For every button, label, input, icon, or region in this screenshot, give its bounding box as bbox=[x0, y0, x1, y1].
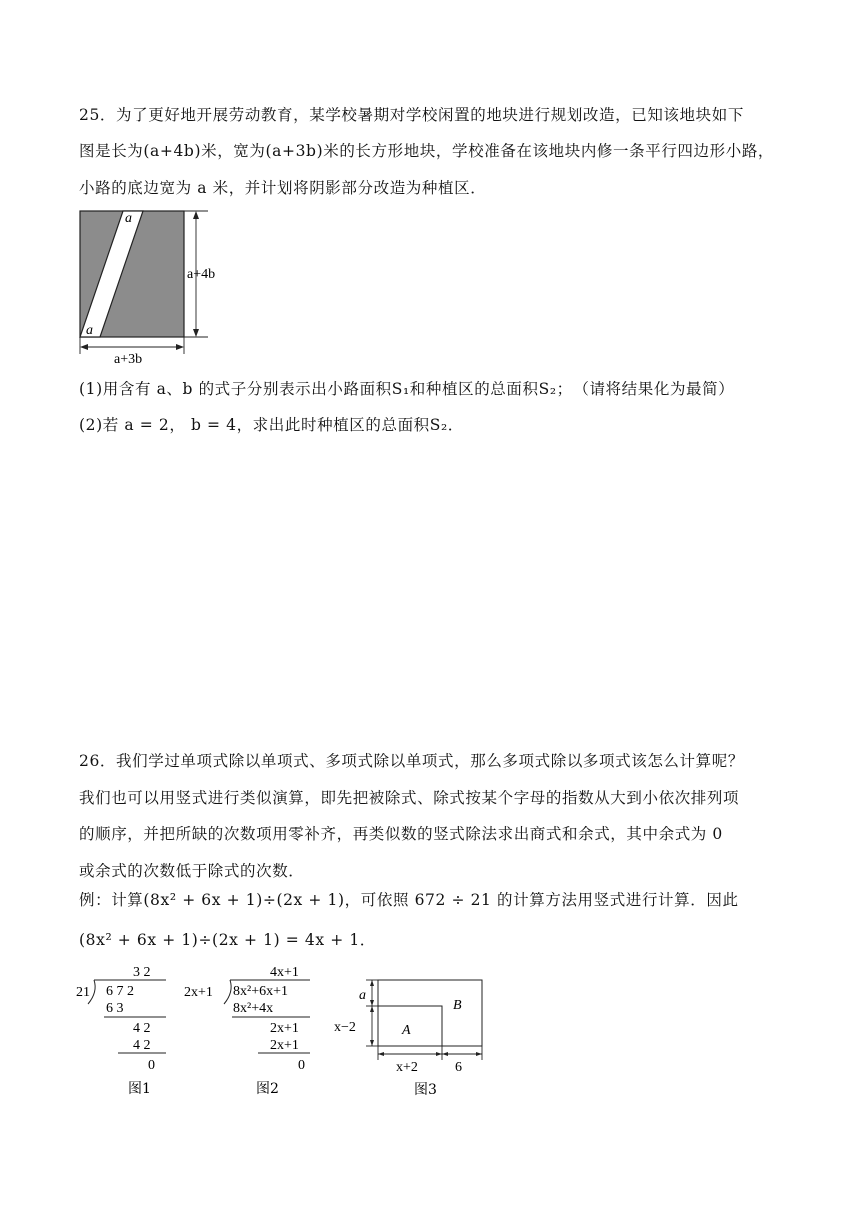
q26-line-2: 我们也可以用竖式进行类似演算，即先把被除式、除式按某个字母的指数从大到小依次排列项 bbox=[79, 789, 740, 807]
fig2-dividend: 8x²+6x+1 bbox=[233, 984, 288, 999]
q26-figure-2 bbox=[184, 960, 320, 1100]
fig3-x-minus-2-label: x−2 bbox=[334, 1020, 356, 1035]
bottom-a-label: a bbox=[86, 323, 93, 338]
q25-part-1: (1)用含有 a、b 的式子分别表示出小路面积S₁和种植区的总面积S₂； （请将结果化为最简） bbox=[79, 380, 735, 398]
fig1-caption: 图1 bbox=[128, 1081, 151, 1097]
fig2-quotient: 4x+1 bbox=[270, 965, 299, 980]
q26-figure-3 bbox=[332, 970, 492, 1100]
fig3-caption: 图3 bbox=[414, 1082, 437, 1098]
q26-example: 例：计算(8x² + 6x + 1)÷(2x + 1)，可依照 672 ÷ 21 的计算方法用竖式进行计算．因此 bbox=[79, 891, 739, 909]
q25-line-2: 图是长为(a+4b)米，宽为(a+3b)米的长方形地块，学校准备在该地块内修一条平行四边形小路， bbox=[79, 142, 775, 160]
fig1-quotient: 3 2 bbox=[133, 965, 151, 980]
fig1-step-3: 4 2 bbox=[133, 1038, 151, 1053]
fig2-step-3: 2x+1 bbox=[270, 1038, 299, 1053]
fig2-divisor: 2x+1 bbox=[184, 985, 213, 1000]
fig1-remainder: 0 bbox=[148, 1058, 155, 1073]
height-label: a+4b bbox=[187, 267, 216, 282]
fig1-step-2: 4 2 bbox=[133, 1021, 151, 1036]
q26-line-4: 或余式的次数低于除式的次数． bbox=[79, 862, 305, 880]
q26-line-1: 26．我们学过单项式除以单项式、多项式除以单项式，那么多项式除以多项式该怎么计算呢？ bbox=[79, 752, 744, 770]
q25-line-1: 25．为了更好地开展劳动教育，某学校暑期对学校闲置的地块进行规划改造，已知该地块如下 bbox=[79, 106, 744, 124]
fig1-dividend: 6 7 2 bbox=[106, 984, 134, 999]
q25-part-2: (2)若 a = 2， b = 4，求出此时种植区的总面积S₂． bbox=[79, 416, 464, 434]
fig2-step-1: 8x²+4x bbox=[233, 1001, 274, 1016]
fig3-a-label: a bbox=[359, 988, 366, 1003]
fig3-B-label: B bbox=[453, 998, 462, 1013]
q25-line-3: 小路的底边宽为 a 米，并计划将阴影部分改造为种植区． bbox=[79, 179, 487, 197]
q26-result: (8x² + 6x + 1)÷(2x + 1) = 4x + 1． bbox=[79, 931, 376, 949]
width-label: a+3b bbox=[114, 352, 143, 366]
q26-figure-1 bbox=[76, 960, 176, 1100]
fig3-6-label: 6 bbox=[455, 1060, 462, 1075]
fig3-x-plus-2-label: x+2 bbox=[396, 1060, 418, 1075]
fig2-remainder: 0 bbox=[298, 1058, 305, 1073]
rect-B bbox=[378, 980, 482, 1046]
fig1-step-1: 6 3 bbox=[106, 1001, 124, 1016]
top-a-label: a bbox=[125, 211, 132, 226]
fig2-caption: 图2 bbox=[256, 1081, 279, 1097]
q25-figure bbox=[76, 206, 236, 366]
fig3-A-label: A bbox=[402, 1023, 411, 1038]
q26-line-3: 的顺序，并把所缺的次数项用零补齐，再类似数的竖式除法求出商式和余式，其中余式为 0 bbox=[79, 825, 723, 843]
fig2-step-2: 2x+1 bbox=[270, 1021, 299, 1036]
fig1-divisor: 21 bbox=[76, 985, 90, 1000]
